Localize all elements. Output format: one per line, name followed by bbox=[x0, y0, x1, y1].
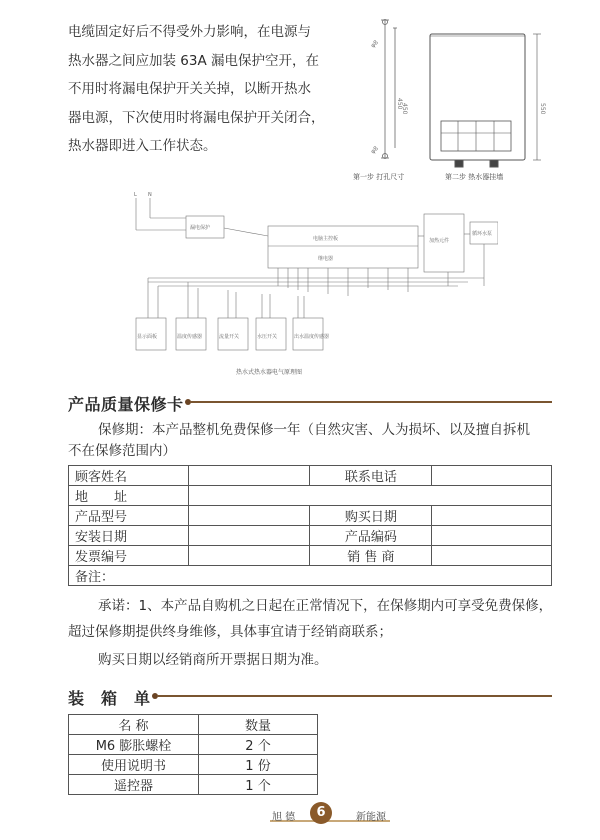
table-cell-label: 购买日期 bbox=[310, 506, 432, 526]
phone-field[interactable] bbox=[432, 466, 552, 486]
page-footer bbox=[270, 805, 390, 834]
table-row bbox=[69, 486, 552, 506]
footer-brand: 旭 德 bbox=[272, 812, 296, 823]
column-header: 名 称 bbox=[69, 715, 199, 735]
column-header: 数量 bbox=[199, 715, 318, 735]
promise-line1: 承诺：1、本产品自购机之日起在正常情况下，在保修期内可享受免费保修， bbox=[98, 598, 553, 614]
warranty-period-line1: 保修期：本产品整机免费保修一年（自然灾害、人为损坏、以及擅自拆机 bbox=[98, 422, 530, 438]
item-name: 使用说明书 bbox=[69, 755, 199, 775]
dealer-field[interactable] bbox=[432, 546, 552, 566]
heater-label: 加热元件 bbox=[429, 238, 450, 244]
control-board-label: 电脑主控板 bbox=[313, 236, 339, 242]
table-cell-label: 地 址 bbox=[69, 486, 189, 506]
wiring-schematic bbox=[128, 188, 498, 383]
item-name: 遥控器 bbox=[69, 775, 199, 795]
intro-line: 器电源，下次使用时将漏电保护开关闭合， bbox=[68, 109, 325, 126]
table-row bbox=[69, 546, 552, 566]
intro-line: 热水器即进入工作状态。 bbox=[68, 138, 217, 154]
step1-caption: 第一步 打孔尺寸 bbox=[353, 173, 405, 181]
wiring-caption: 热水式热水器电气原理图 bbox=[236, 369, 303, 376]
table-row bbox=[69, 735, 318, 755]
item-qty: 2 个 bbox=[199, 735, 318, 755]
purchase-date-field[interactable] bbox=[432, 506, 552, 526]
packing-table bbox=[68, 714, 318, 795]
svg-text:φ8: φ8 bbox=[369, 38, 380, 50]
address-field[interactable] bbox=[188, 486, 551, 506]
wiring-label-n: N bbox=[148, 192, 152, 198]
intro-line: 热水器之间应加装 63A 漏电保护空开，在 bbox=[68, 52, 319, 69]
table-row bbox=[69, 466, 552, 486]
temp-sensor-label: 温度传感器 bbox=[177, 334, 203, 340]
wiring-diagram bbox=[128, 188, 498, 383]
svg-text:450: 450 bbox=[396, 98, 403, 110]
step2-drawing bbox=[401, 34, 546, 167]
customer-name-field[interactable] bbox=[188, 466, 310, 486]
table-cell-label: 发票编号 bbox=[69, 546, 189, 566]
table-cell-label: 产品型号 bbox=[69, 506, 189, 526]
leakage-label: 漏电保护 bbox=[190, 225, 211, 231]
packing-title-rule bbox=[157, 695, 552, 697]
table-header-row bbox=[69, 715, 318, 735]
svg-text:550: 550 bbox=[539, 103, 546, 115]
warranty-title-rule bbox=[190, 401, 552, 403]
install-date-field[interactable] bbox=[188, 526, 310, 546]
table-row bbox=[69, 526, 552, 546]
item-name: M6 膨胀螺栓 bbox=[69, 735, 199, 755]
table-cell-label: 联系电话 bbox=[310, 466, 432, 486]
table-cell-label: 安装日期 bbox=[69, 526, 189, 546]
table-row bbox=[69, 775, 318, 795]
packing-title: 装 箱 单 bbox=[68, 689, 151, 708]
step1-drawing bbox=[369, 20, 403, 159]
step2-caption: 第二步 热水器挂墙 bbox=[445, 173, 504, 181]
product-code-field[interactable] bbox=[432, 526, 552, 546]
switch2-label: 水压开关 bbox=[257, 334, 278, 340]
warranty-table bbox=[68, 465, 552, 586]
intro-paragraph bbox=[68, 18, 368, 161]
intro-line: 不用时将漏电保护开关关掉，以断开热水 bbox=[68, 81, 311, 97]
installation-drawings bbox=[345, 8, 575, 188]
promise-line2: 超过保修期提供终身维修，具体事宜请于经销商联系； bbox=[68, 624, 392, 640]
remark-field[interactable]: 备注： bbox=[69, 566, 552, 586]
power-board-label: 显示面板 bbox=[137, 334, 158, 340]
intro-line: 电缆固定好后不得受外力影响，在电源与 bbox=[68, 24, 311, 40]
relay-label: 继电器 bbox=[318, 256, 334, 262]
wiring-label-l: L bbox=[134, 192, 137, 198]
table-cell-label: 产品编码 bbox=[310, 526, 432, 546]
warranty-period-line2: 不在保修范围内） bbox=[68, 443, 176, 459]
svg-text:φ8: φ8 bbox=[369, 144, 380, 156]
installation-figure bbox=[345, 8, 575, 188]
table-cell-label: 销 售 商 bbox=[310, 546, 432, 566]
table-row bbox=[69, 566, 552, 586]
switch1-label: 流量开关 bbox=[219, 334, 240, 340]
svg-text:450: 450 bbox=[401, 103, 408, 115]
table-row bbox=[69, 506, 552, 526]
item-qty: 1 份 bbox=[199, 755, 318, 775]
table-row bbox=[69, 755, 318, 775]
promise-line3: 购买日期以经销商所开票据日期为准。 bbox=[98, 652, 328, 668]
warranty-title: 产品质量保修卡 bbox=[68, 395, 184, 414]
outlet-sensor-label: 出水温度传感器 bbox=[294, 334, 330, 340]
table-cell-label: 顾客姓名 bbox=[69, 466, 189, 486]
item-qty: 1 个 bbox=[199, 775, 318, 795]
invoice-field[interactable] bbox=[188, 546, 310, 566]
model-field[interactable] bbox=[188, 506, 310, 526]
footer-brand-suffix: 新能源 bbox=[356, 812, 386, 823]
page-number: 6 bbox=[310, 802, 332, 824]
pump-label: 循环水泵 bbox=[472, 231, 493, 237]
